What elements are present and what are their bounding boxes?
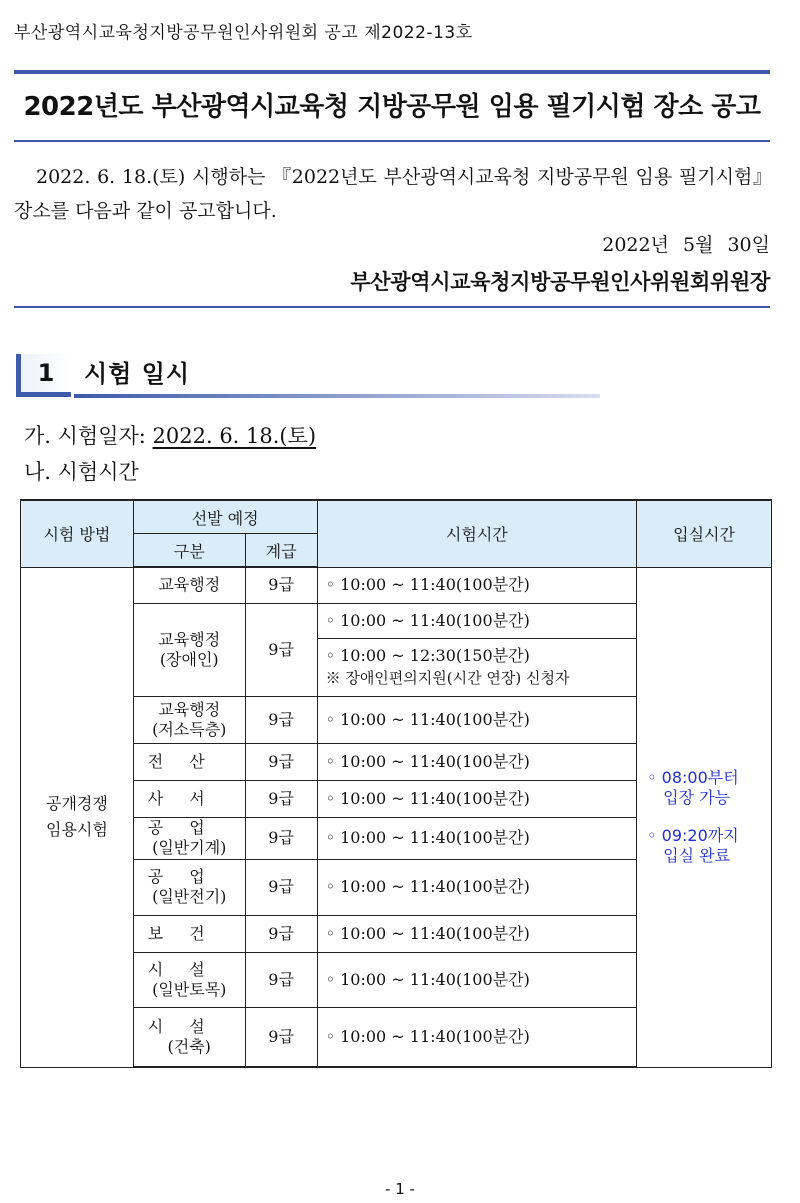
header-category: 구분 bbox=[133, 534, 245, 568]
entry-line2: 입장 가능 bbox=[663, 788, 731, 807]
category-cell bbox=[133, 915, 245, 952]
intro-rule bbox=[14, 306, 770, 308]
time-cell: ◦ 10:00 ~ 11:40(100분간) bbox=[317, 743, 637, 780]
table-row bbox=[21, 567, 772, 603]
grade-cell: 9급 bbox=[245, 780, 317, 817]
exam-date-value: 2022. 6. 18.(토) bbox=[152, 424, 317, 448]
category-line2: (건축) bbox=[167, 1036, 211, 1056]
category-cell bbox=[133, 696, 245, 743]
category-line1: 교육행정 bbox=[158, 629, 221, 649]
grade-cell: 9급 bbox=[245, 696, 317, 743]
exam-date-item bbox=[24, 420, 316, 450]
page-title: 2022년도 부산광역시교육청 지방공무원 임용 필기시험 장소 공고 bbox=[23, 92, 761, 122]
header-method: 시험 방법 bbox=[21, 500, 134, 567]
exam-date-label: 가. 시험일자: bbox=[24, 424, 153, 448]
extended-time-note: ※ 장애인편의지원(시간 연장) 신청자 bbox=[325, 669, 570, 687]
method-line1: 공개경쟁 bbox=[45, 794, 108, 813]
category-line2: (저소득층) bbox=[152, 719, 227, 739]
time-cell: ◦ 10:00 ~ 11:40(100분간) bbox=[317, 696, 637, 743]
time-cell-extended bbox=[317, 638, 637, 696]
category-cell bbox=[133, 952, 245, 1007]
method-line2: 임용시험 bbox=[45, 820, 108, 839]
entry-line1: ◦ 08:00부터 bbox=[647, 768, 739, 787]
page-number: - 1 - bbox=[385, 1180, 415, 1198]
time-cell: ◦ 10:00 ~ 11:40(100분간) bbox=[317, 817, 637, 859]
category-line1: 시설 bbox=[147, 1016, 231, 1036]
header-entry: 입실시간 bbox=[637, 500, 772, 567]
category-cell bbox=[133, 603, 245, 696]
category-line1: 전산 bbox=[147, 751, 231, 771]
intro-paragraph bbox=[14, 160, 772, 228]
notice-date: 2022년 5월 30일 bbox=[602, 234, 770, 256]
issuer: 부산광역시교육청지방공무원인사위원회위원장 bbox=[350, 270, 770, 294]
extended-time: ◦ 10:00 ~ 12:30(150분간) bbox=[325, 646, 530, 665]
entry-line4: 입실 완료 bbox=[663, 846, 731, 865]
category-line2: (일반토목) bbox=[152, 979, 227, 999]
header-grade: 계급 bbox=[245, 534, 317, 568]
category-line2: (일반기계) bbox=[152, 838, 227, 857]
grade-cell: 9급 bbox=[245, 567, 317, 603]
header-selection: 선발 예정 bbox=[133, 500, 317, 534]
header-time: 시험시간 bbox=[317, 500, 637, 567]
category-line2: (장애인) bbox=[159, 649, 219, 669]
time-cell: ◦ 10:00 ~ 11:40(100분간) bbox=[317, 1007, 637, 1067]
grade-cell: 9급 bbox=[245, 1007, 317, 1067]
exam-method bbox=[21, 567, 134, 1067]
time-cell: ◦ 10:00 ~ 11:40(100분간) bbox=[317, 952, 637, 1007]
category-line2: (일반전기) bbox=[152, 887, 227, 906]
entry-time-cell bbox=[637, 567, 772, 1067]
title-rule bbox=[14, 140, 770, 142]
category-line1: 보건 bbox=[147, 923, 231, 943]
category-cell bbox=[133, 743, 245, 780]
category-line1: 시설 bbox=[147, 959, 231, 979]
time-cell: ◦ 10:00 ~ 11:40(100분간) bbox=[317, 915, 637, 952]
section-title: 시험 일시 bbox=[84, 360, 191, 388]
category-line1: 공업 bbox=[147, 867, 231, 886]
top-rule bbox=[14, 70, 770, 74]
category-cell bbox=[133, 859, 245, 915]
time-cell: ◦ 10:00 ~ 11:40(100분간) bbox=[317, 603, 637, 638]
grade-cell: 9급 bbox=[245, 603, 317, 696]
section-number: 1 bbox=[16, 354, 71, 397]
intro-text: 2022. 6. 18.(토) 시행하는 『2022년도 부산광역시교육청 지방공무원 임용 필기시험』 장소를 다음과 같이 공고합니다. bbox=[14, 166, 772, 222]
category-cell bbox=[133, 780, 245, 817]
grade-cell: 9급 bbox=[245, 817, 317, 859]
category-line1: 사서 bbox=[147, 788, 231, 808]
time-cell: ◦ 10:00 ~ 11:40(100분간) bbox=[317, 859, 637, 915]
category-line1: 공업 bbox=[147, 818, 231, 837]
schedule-table bbox=[20, 499, 772, 1068]
category-cell bbox=[133, 1007, 245, 1067]
exam-time-item: 나. 시험시간 bbox=[24, 460, 139, 484]
grade-cell: 9급 bbox=[245, 859, 317, 915]
entry-line3: ◦ 09:20까지 bbox=[647, 826, 739, 845]
notice-number: 부산광역시교육청지방공무원인사위원회 공고 제2022-13호 bbox=[14, 23, 473, 43]
section-underline bbox=[74, 394, 600, 398]
grade-cell: 9급 bbox=[245, 952, 317, 1007]
grade-cell: 9급 bbox=[245, 743, 317, 780]
section-heading bbox=[14, 348, 604, 400]
time-cell: ◦ 10:00 ~ 11:40(100분간) bbox=[317, 780, 637, 817]
time-cell: ◦ 10:00 ~ 11:40(100분간) bbox=[317, 567, 637, 603]
category-cell bbox=[133, 817, 245, 859]
category-cell: 교육행정 bbox=[133, 567, 245, 603]
category-line1: 교육행정 bbox=[158, 699, 221, 719]
grade-cell: 9급 bbox=[245, 915, 317, 952]
